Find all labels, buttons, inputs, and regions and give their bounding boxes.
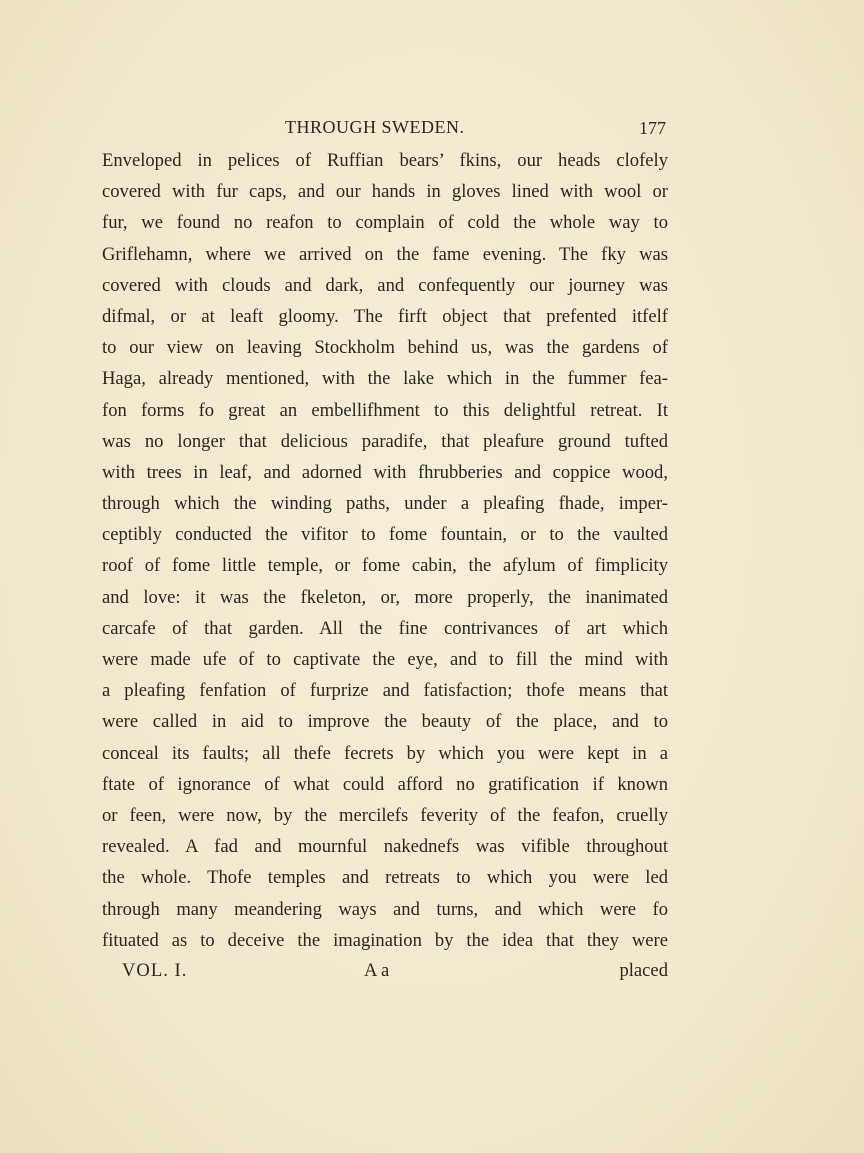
text-line: the whole. Thofe temples and retreats to which you were led [102,867,668,889]
body-text [102,145,668,956]
text-line: covered with fur caps, and our hands in gloves lined with wool or [102,181,668,203]
page-footer [102,960,668,990]
text-line: Enveloped in pelices of Ruffian bears’ fkins, our heads clofely [102,150,668,171]
text-line: Haga, already mentioned, with the lake which in the fummer fea- [102,368,668,390]
text-line: fituated as to deceive the imagination by the idea that they were [102,929,668,951]
text-line: were made ufe of to captivate the eye, and to fill the mind with [102,649,668,670]
text-line: through which the winding paths, under a pleafing fhade, imper- [102,493,668,515]
text-line: conceal its faults; all thefe fecrets by which you were kept in a [102,742,668,764]
volume-mark: VOL. I. [122,960,188,981]
text-line: with trees in leaf, and adorned with fhrubberies and coppice wood, [102,461,668,483]
text-line: through many meandering ways and turns, and which were fo [102,898,668,920]
text-line: fur, we found no reafon to complain of cold the whole way to [102,212,668,234]
text-line: ceptibly conducted the vifitor to fome fountain, or to the vaulted [102,524,668,546]
signature-mark: A a [364,960,390,981]
text-line: revealed. A fad and mournful nakednefs was vifible throughout [102,836,668,858]
text-line: to our view on leaving Stockholm behind us, was the gardens of [102,337,668,359]
text-line: Griflehamn, where we arrived on the fame evening. The fky was [102,243,668,265]
running-head: THROUGH SWEDEN. [285,117,465,137]
text-line: covered with clouds and dark, and confequently our journey was [102,274,668,296]
text-line: ftate of ignorance of what could afford no gratification if known [102,773,668,795]
text-line: difmal, or at leaft gloomy. The firft object that prefented itfelf [102,305,668,327]
text-line: roof of fome little temple, or fome cabin, the afylum of fimplicity [102,555,668,577]
page-number: 177 [639,118,666,138]
text-line: was no longer that delicious paradife, that pleafure ground tufted [102,430,668,452]
text-line: were called in aid to improve the beauty of the place, and to [102,711,668,733]
text-line: carcafe of that garden. All the fine contrivances of art which [102,617,668,639]
page-header [100,115,666,145]
text-line: or feen, were now, by the mercilefs feverity of the feafon, cruelly [102,804,668,826]
text-line: fon forms fo great an embellifhment to this delightful retreat. It [102,399,668,421]
text-line: and love: it was the fkeleton, or, more properly, the inanimated [102,586,668,608]
text-line: a pleafing fenfation of furprize and fatisfaction; thofe means that [102,680,668,702]
catchword: placed [619,960,668,981]
